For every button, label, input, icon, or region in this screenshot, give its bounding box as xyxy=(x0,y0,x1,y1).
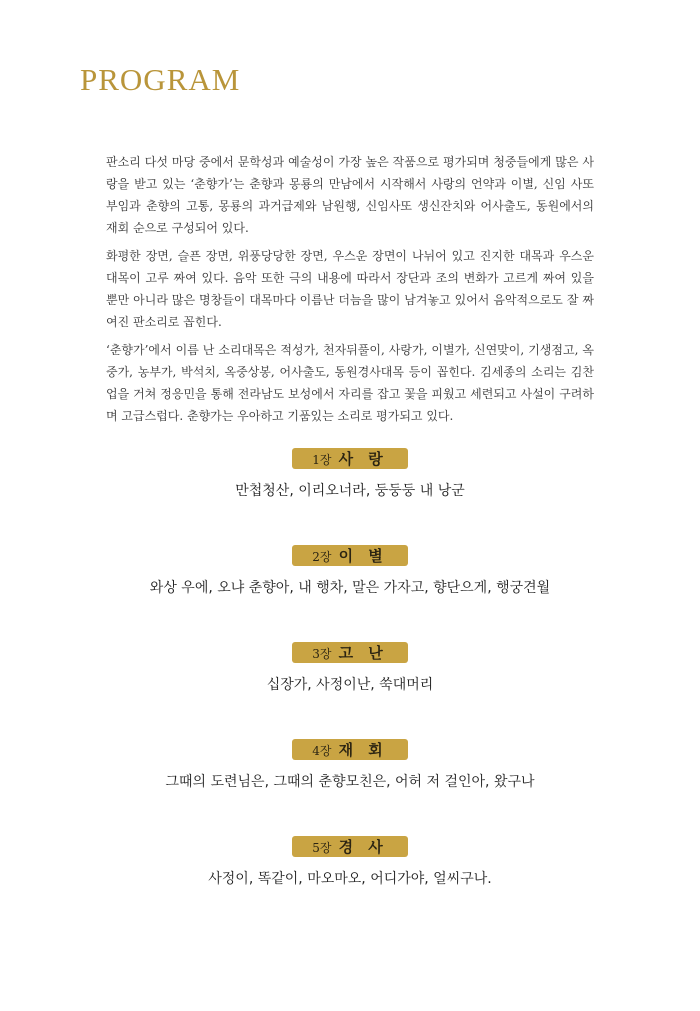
chapter-number: 4장 xyxy=(312,744,332,758)
chapter-2 xyxy=(0,545,700,597)
chapter-songs: 사정이, 똑같이, 마오마오, 어디가야, 얼씨구나. xyxy=(208,871,492,887)
intro-paragraph: 화평한 장면, 슬픈 장면, 위풍당당한 장면, 우스운 장면이 나뉘어 있고 진지한 대목과 우스운 대목이 고루 짜여 있다. 음악 또한 극의 내용에 따라서 장단과 조의 변화가 고르게 짜여 있을 뿐만 아니라 많은 명창들이 대목마다 이름난 더늠을 많이 남겨놓고 있어서 음악적으로도 잘 짜여진 판소리로 꼽힌다. xyxy=(106,249,594,329)
chapter-5 xyxy=(0,836,700,888)
chapter-1 xyxy=(0,448,700,500)
chapter-name: 고 난 xyxy=(338,644,388,662)
chapter-badge xyxy=(292,448,408,469)
intro-text xyxy=(106,151,594,433)
chapter-3 xyxy=(0,642,700,694)
chapter-badge xyxy=(292,642,408,663)
chapter-songs: 십장가, 사정이난, 쑥대머리 xyxy=(266,677,434,693)
chapter-4 xyxy=(0,739,700,791)
page-title: PROGRAM xyxy=(80,62,241,97)
intro-paragraph: ‘춘향가’에서 이름 난 소리대목은 적성가, 천자뒤풀이, 사랑가, 이별가, 신연맞이, 기생점고, 옥중가, 농부가, 박석치, 옥중상봉, 어사출도, 동원경사대목 등이 꼽힌다. 김세종의 소리는 김찬업을 거쳐 정응민을 통해 전라남도 보성에서 자리를 잡고 꽃을 피웠고 세련되고 사설이 구려하며 고급스럽다. 춘향가는 우아하고 기품있는 소리로 평가되고 있다. xyxy=(106,343,594,423)
chapter-name: 경 사 xyxy=(338,838,388,856)
chapter-songs: 그때의 도련님은, 그때의 춘향모친은, 어허 저 걸인아, 왔구나 xyxy=(165,774,535,790)
chapter-name: 사 랑 xyxy=(338,450,388,468)
chapter-number: 3장 xyxy=(312,647,332,661)
chapter-name: 이 별 xyxy=(338,547,388,565)
chapter-badge xyxy=(292,739,408,760)
chapter-number: 2장 xyxy=(312,550,332,564)
chapter-songs: 만첩청산, 이리오너라, 둥둥둥 내 낭군 xyxy=(235,483,465,499)
chapter-badge xyxy=(292,545,408,566)
intro-paragraph: 판소리 다섯 마당 중에서 문학성과 예술성이 가장 높은 작품으로 평가되며 청중들에게 많은 사랑을 받고 있는 ‘춘향가’는 춘향과 몽룡의 만남에서 시작해서 사랑의 언약과 이별, 신임 사또 부임과 춘향의 고통, 몽룡의 과거급제와 남원행, 신임사또 생신잔치와 어사출도, 동원에서의 재회 순으로 구성되어 있다. xyxy=(106,155,594,235)
chapter-songs: 와상 우에, 오냐 춘향아, 내 행차, 말은 가자고, 향단으게, 행궁견월 xyxy=(149,580,551,596)
chapter-number: 5장 xyxy=(312,841,332,855)
chapter-number: 1장 xyxy=(312,453,332,467)
chapter-badge xyxy=(292,836,408,857)
chapter-name: 재 회 xyxy=(338,741,388,759)
